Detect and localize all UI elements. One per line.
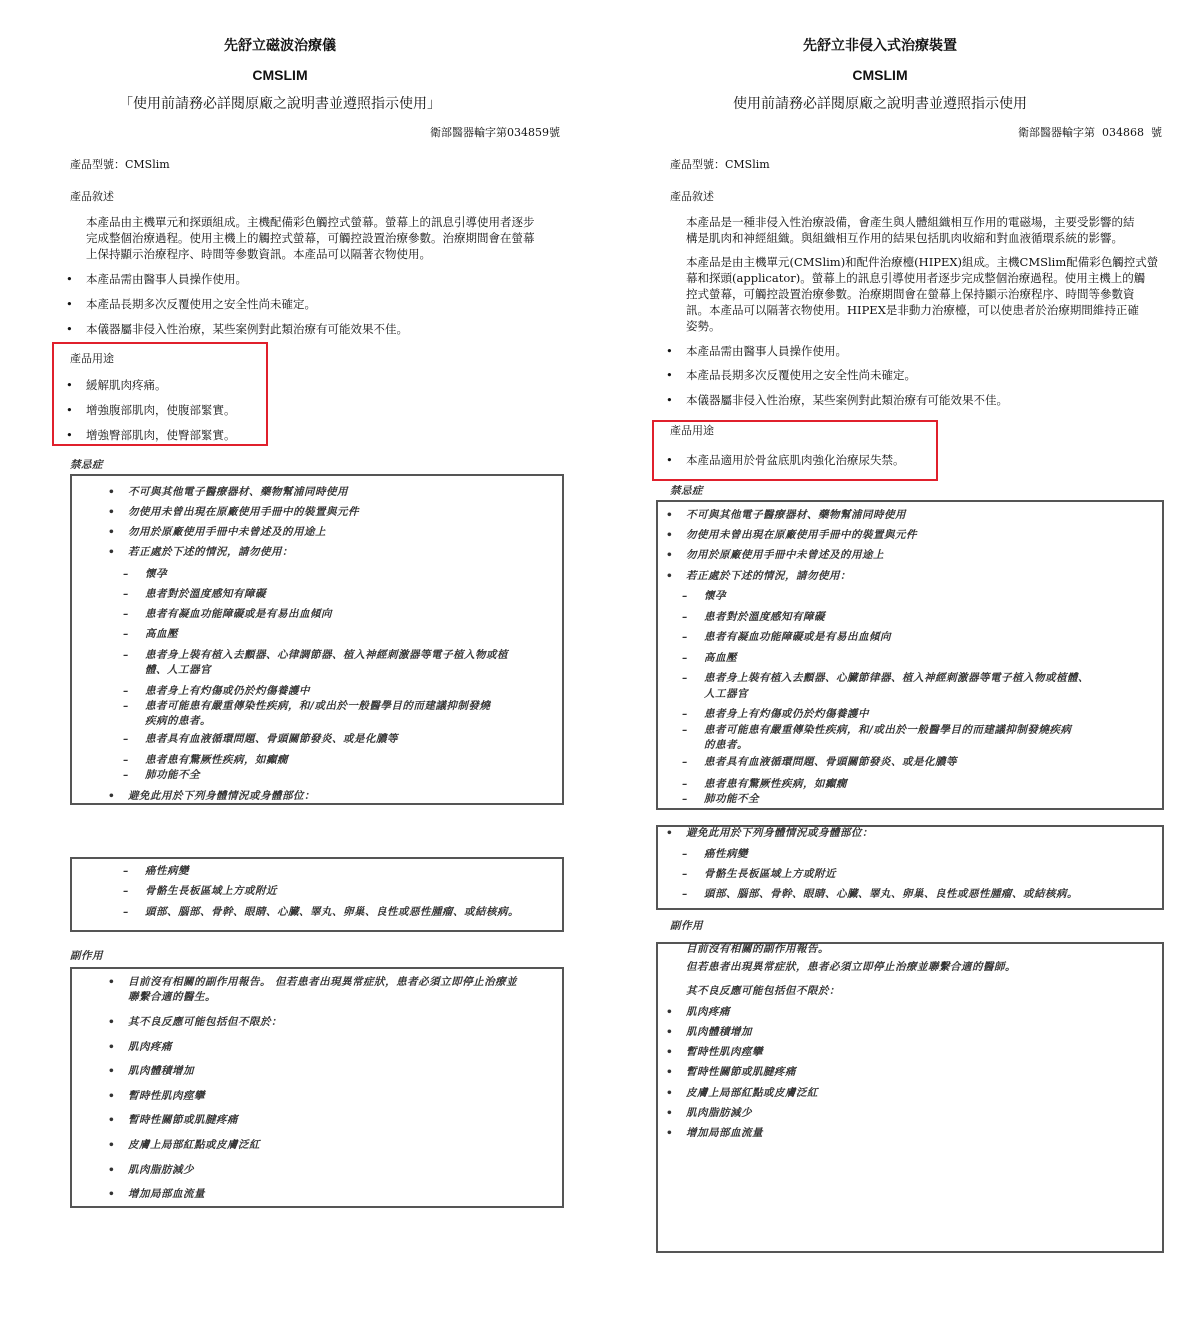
side-item: • 暫時性肌肉痙攣 [128,1090,205,1103]
contra-item: • 勿使用未曾出現在原廠使用手冊中的裝置與元件 [686,529,917,542]
desc-line: 姿勢。 [686,319,721,333]
license-number: 衛部醫器輸字第 034868 號 [1018,126,1162,139]
side-item: • 肌肉脂肪減少 [686,1107,752,1120]
contra-item: • 避免此用於下列身體情況或身體部位： [128,790,315,803]
side-item: 其不良反應可能包括但不限於： [686,985,840,997]
side-heading: 副作用 [70,950,103,962]
contra-subitem: – 懷孕 [704,590,726,603]
desc-line: 上保持顯示治療程序、時間等參數資訊。本產品可以隔著衣物使用。 [86,247,431,261]
side-item: • 目前沒有相關的副作用報告。 但若患者出現異常症狀，患者必須立即停止治療並 [128,976,517,989]
side-item: • 肌肉脂肪減少 [128,1164,194,1177]
model-number: 產品型號：CMSlim [670,158,770,171]
contra-subitem: – 患者身上裝有植入去顫器、心臟節律器、植入神經刺激器等電子植入物或植體、 [704,672,1089,685]
contra-item: • 若正處於下述的情況，請勿使用： [128,546,293,559]
bullet-item: • 本儀器屬非侵入性治療，某些案例對此類治療有可能效果不佳。 [686,392,1008,408]
avoid-item: – 癌性病變 [704,848,748,861]
side-item: • 暫時性關節或肌腱疼痛 [128,1114,238,1127]
side-item: • 暫時性關節或肌腱疼痛 [686,1066,796,1079]
contra-subitem: – 肺功能不全 [145,769,200,782]
side-item: • 肌肉體積增加 [686,1026,752,1039]
doc-title: 先舒立磁波治療儀 [224,38,336,54]
avoid-item: – 頭部、腦部、骨幹、眼睛、心臟、睪丸、卵巢、良性或惡性腫瘤、或結核病。 [704,888,1078,901]
contra-subitem: – 患者患有驚厥性疾病，如癲癇 [704,778,847,791]
side-item: • 其不良反應可能包括但不限於： [128,1016,282,1029]
doc-notice: 使用前請務必詳閱原廠之說明書並遵照指示使用 [733,96,1027,112]
doc-subtitle: CMSLIM [252,67,308,83]
contra-item: • 避免此用於下列身體情況或身體部位： [686,827,873,840]
desc-line: 完成整個治療過程。使用主機上的觸控式螢幕，可觸控設置治療參數。治療期間會在螢幕 [86,231,535,245]
contra-subitem-cont: 的患者。 [704,739,748,751]
contra-subitem: – 患者有凝血功能障礙或是有易出血傾向 [704,631,891,644]
side-item: • 增加局部血流量 [686,1127,763,1140]
bullet-item: • 本儀器屬非侵入性治療，某些案例對此類治療有可能效果不佳。 [86,321,408,337]
avoid-item: – 骨骼生長板區域上方或附近 [704,868,836,881]
contra-subitem-cont: 體、人工器官 [145,664,211,676]
contra-subitem: – 患者對於溫度感知有障礙 [704,611,825,624]
contra-subitem: – 患者身上有灼傷或仍於灼傷養護中 [145,685,310,698]
desc-line: 本產品是一種非侵入性治療設備，會產生與人體組織相互作用的電磁場，主要受影響的結 [686,215,1135,229]
side-item: 目前沒有相關的副作用報告。 [686,943,829,955]
side-item: • 皮膚上局部紅點或皮膚泛紅 [686,1087,818,1100]
use-item: • 增強臀部肌肉，使臀部緊實。 [86,427,236,443]
avoid-item: – 頭部、腦部、骨幹、眼睛、心臟、睪丸、卵巢、良性或惡性腫瘤、或結核病。 [145,906,519,919]
use-heading: 產品用途 [670,424,714,437]
desc-line: 本產品由主機單元和探頭組成。主機配備彩色觸控式螢幕。螢幕上的訊息引導使用者逐步 [86,215,535,229]
avoid-item: – 骨骼生長板區域上方或附近 [145,885,277,898]
contra-item: • 勿使用未曾出現在原廠使用手冊中的裝置與元件 [128,506,359,519]
contra-subitem: – 患者有凝血功能障礙或是有易出血傾向 [145,608,332,621]
side-item: • 皮膚上局部紅點或皮膚泛紅 [128,1139,260,1152]
bullet-item: • 本產品長期多次反覆使用之安全性尚未確定。 [686,367,916,383]
desc-line: 構是肌肉和神經組織。與組織相互作用的結果包括肌肉收縮和對血液循環系統的影響。 [686,231,1123,245]
desc-line: 本產品是由主機單元(CMSlim)和配件治療檯(HIPEX)組成。主機CMSlim配備彩色觸控式螢 [686,255,1159,269]
desc-line: 幕和探頭(applicator)。螢幕上的訊息引導使用者逐步完成整個治療過程。使用主機上的觸 [686,271,1146,285]
contra-heading: 禁忌症 [670,485,703,497]
contra-subitem: – 患者可能患有嚴重傳染性疾病，和/或出於一般醫學目的而建議抑制發燒疾病 [704,724,1071,737]
doc-subtitle: CMSLIM [852,67,908,83]
contra-subitem: – 患者身上裝有植入去顫器、心律調節器、植入神經刺激器等電子植入物或植 [145,649,508,662]
use-item: • 本產品適用於骨盆底肌肉強化治療尿失禁。 [686,452,905,468]
contra-item: • 勿用於原廠使用手冊中未曾述及的用途上 [128,526,326,539]
license-number: 衛部醫器輸字第034859號 [430,126,560,139]
contra-subitem: – 患者具有血液循環問題、骨頭關節發炎、或是化膿等 [145,733,398,746]
avoid-item: – 癌性病變 [145,865,189,878]
use-item: • 緩解肌肉疼痛。 [86,377,167,393]
side-item: • 肌肉疼痛 [128,1041,172,1054]
bullet-item: • 本產品需由醫事人員操作使用。 [86,271,247,287]
doc-title: 先舒立非侵入式治療裝置 [803,38,957,54]
model-number: 產品型號：CMSlim [70,158,170,171]
contra-subitem: – 患者可能患有嚴重傳染性疾病，和/或出於一般醫學目的而建議抑制發燒 [145,700,490,713]
desc-heading: 產品敘述 [70,190,114,203]
contra-subitem: – 懷孕 [145,568,167,581]
side-item-cont: 聯繫合適的醫生。 [128,991,216,1003]
right-document [600,0,1200,1318]
contra-item: • 若正處於下述的情況，請勿使用： [686,570,851,583]
desc-heading: 產品敘述 [670,190,714,203]
contra-item: • 不可與其他電子醫療器材、藥物幫浦同時使用 [686,509,906,522]
side-item: • 肌肉體積增加 [128,1065,194,1078]
contra-subitem-cont: 疾病的患者。 [145,715,211,727]
contra-subitem: – 患者具有血液循環問題、骨頭關節發炎、或是化膿等 [704,756,957,769]
contra-subitem: – 患者對於溫度感知有障礙 [145,588,266,601]
contra-subitem: – 患者患有驚厥性疾病，如癲癇 [145,754,288,767]
desc-line: 訊。本產品可以隔著衣物使用。HIPEX是非動力治療檯，可以使患者於治療期間維持正確 [686,303,1139,317]
contra-heading: 禁忌症 [70,459,103,471]
bullet-item: • 本產品長期多次反覆使用之安全性尚未確定。 [86,296,316,312]
side-item-cont: 但若患者出現異常症狀，患者必須立即停止治療並聯繫合適的醫師。 [686,961,1016,973]
contra-subitem: – 高血壓 [145,628,178,641]
contra-item: • 勿用於原廠使用手冊中未曾述及的用途上 [686,549,884,562]
contra-item: • 不可與其他電子醫療器材、藥物幫浦同時使用 [128,486,348,499]
contra-subitem: – 高血壓 [704,652,737,665]
contra-subitem-cont: 人工器官 [704,688,748,700]
doc-notice: 「使用前請務必詳閱原廠之說明書並遵照指示使用」 [119,96,441,112]
side-item: • 暫時性肌肉痙攣 [686,1046,763,1059]
side-item: • 肌肉疼痛 [686,1006,730,1019]
contra-subitem: – 肺功能不全 [704,793,759,806]
desc-line: 控式螢幕，可觸控設置治療參數。治療期間會在螢幕上保持顯示治療程序、時間等參數資 [686,287,1135,301]
side-heading: 副作用 [670,920,703,932]
use-item: • 增強腹部肌肉，使腹部緊實。 [86,402,236,418]
use-heading: 產品用途 [70,352,114,365]
side-item: • 增加局部血流量 [128,1188,205,1201]
bullet-item: • 本產品需由醫事人員操作使用。 [686,343,847,359]
contra-subitem: – 患者身上有灼傷或仍於灼傷養護中 [704,708,869,721]
